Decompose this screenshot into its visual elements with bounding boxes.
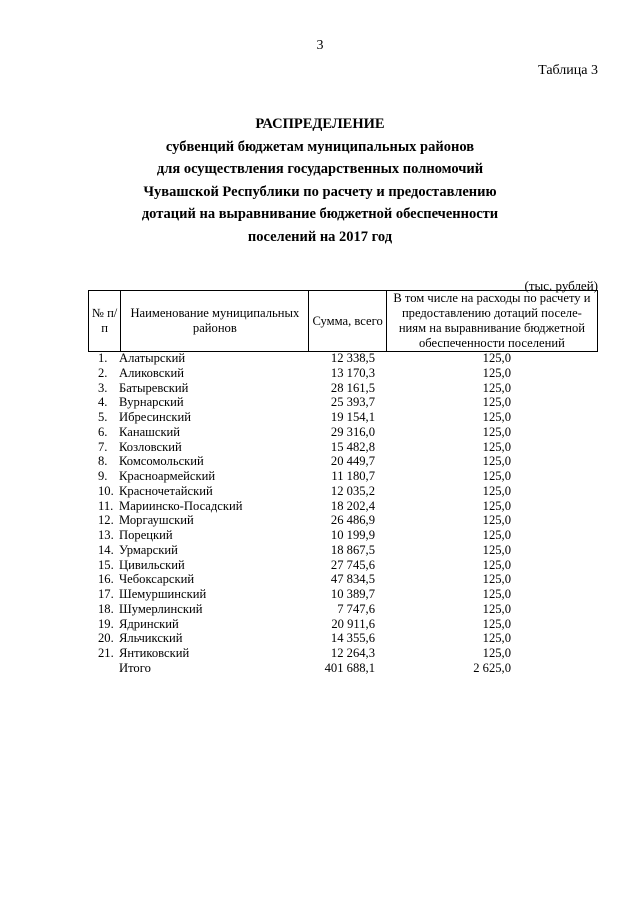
district-name: Аликовский [119, 365, 184, 380]
table-row [88, 410, 598, 425]
table-row [88, 366, 598, 381]
district-name: Вурнарский [119, 395, 184, 410]
header-sub: В том числе на расходы по расчету и предоставлению дотаций поселе-ниям на выравнивание бюджетной обеспеченности поселений [386, 291, 597, 352]
total-sum: 20 449,7 [330, 454, 375, 469]
district-name: Алатырский [119, 351, 186, 365]
total-sum: 12 035,2 [330, 483, 375, 498]
row-number: 5. [98, 410, 108, 424]
row-number: 21. [98, 646, 114, 660]
total-sum: 12 264,3 [330, 646, 375, 660]
subsidy-amount: 125,0 [482, 616, 511, 631]
subsidy-amount: 125,0 [482, 513, 511, 528]
table-row [88, 631, 598, 646]
subsidy-amount: 125,0 [482, 572, 511, 587]
subsidy-amount: 125,0 [482, 542, 511, 557]
title-line: для осуществления государственных полномочий [156, 161, 484, 177]
subsidy-amount: 125,0 [482, 454, 511, 469]
table-row [88, 558, 598, 573]
district-name: Чебоксарский [119, 572, 195, 587]
total-sum: 28 161,5 [330, 380, 375, 395]
total-sum: 401 688,1 [324, 660, 375, 675]
district-name: Комсомольский [119, 454, 204, 469]
subsidy-amount: 125,0 [482, 439, 511, 454]
subsidy-amount: 125,0 [482, 351, 511, 365]
table-row [88, 602, 598, 617]
total-row [88, 661, 598, 676]
district-name: Моргаушский [119, 513, 194, 528]
district-name: Шумерлинский [119, 601, 203, 616]
table-row [88, 484, 598, 499]
total-sum: 47 834,5 [330, 572, 375, 587]
table-row [88, 572, 598, 587]
row-number: 3. [98, 380, 108, 395]
total-sum: 7 747,6 [337, 601, 375, 616]
total-sum: 27 745,6 [330, 557, 375, 572]
title-line: субвенций бюджетам муниципальных районов [165, 138, 475, 155]
title-line: дотаций на выравнивание бюджетной обеспеченности [141, 206, 499, 222]
row-number: 11. [98, 498, 114, 513]
district-name: Ибресинский [119, 410, 191, 424]
total-sum: 10 389,7 [330, 587, 375, 601]
table-row [88, 454, 598, 469]
total-sum: 26 486,9 [330, 513, 375, 528]
subsidy-amount: 125,0 [482, 410, 511, 424]
total-sum: 13 170,3 [330, 365, 375, 380]
subsidy-amount: 125,0 [482, 601, 511, 616]
subsidy-amount: 2 625,0 [473, 660, 511, 675]
total-sum: 19 154,1 [330, 410, 375, 424]
row-number: 17. [98, 587, 114, 601]
table-row [88, 528, 598, 543]
total-sum: 11 180,7 [331, 469, 375, 483]
district-name: Порецкий [119, 528, 173, 542]
row-number: 13. [98, 528, 114, 542]
district-name: Яльчикский [119, 631, 183, 646]
table-row [88, 617, 598, 632]
subsidy-amount: 125,0 [482, 365, 511, 380]
title-line: поселений на 2017 год [247, 228, 393, 245]
table-header [88, 290, 598, 352]
row-number: 1. [98, 351, 108, 365]
table-row [88, 543, 598, 558]
subsidy-amount: 125,0 [482, 395, 511, 410]
district-name: Шемуршинский [119, 587, 207, 601]
subsidy-amount: 125,0 [482, 587, 511, 601]
row-number: 4. [98, 395, 108, 410]
header-name: Наименование муниципальных районов [121, 291, 309, 352]
table-row [88, 513, 598, 528]
row-number: 2. [98, 365, 108, 380]
district-name: Батыревский [119, 380, 189, 395]
row-number: 8. [98, 454, 108, 469]
total-sum: 18 202,4 [330, 498, 375, 513]
total-sum: 29 316,0 [330, 424, 375, 439]
table-row [88, 395, 598, 410]
table-row [88, 425, 598, 440]
table-row [88, 351, 598, 366]
table-row [88, 469, 598, 484]
district-name: Мариинско-Посадский [119, 498, 243, 513]
row-number: 15. [98, 557, 114, 572]
district-name: Ядринский [119, 616, 179, 631]
subsidy-amount: 125,0 [482, 631, 511, 646]
district-name: Урмарский [119, 542, 178, 557]
subsidy-amount: 125,0 [482, 557, 511, 572]
row-number: 7. [98, 439, 108, 454]
district-name: Красночетайский [119, 483, 213, 498]
subsidy-amount: 125,0 [482, 498, 511, 513]
table-row [88, 587, 598, 602]
table-label: Таблица 3 [538, 63, 598, 78]
subsidy-amount: 125,0 [482, 380, 511, 395]
page-number: 3 [316, 38, 324, 53]
header-sum: Сумма, всего [309, 291, 386, 352]
header-num: № п/п [89, 291, 121, 352]
subsidy-amount: 125,0 [482, 483, 511, 498]
total-sum: 25 393,7 [330, 395, 375, 410]
total-sum: 14 355,6 [330, 631, 375, 646]
row-number: 6. [98, 424, 108, 439]
document-title [0, 113, 640, 248]
district-name: Канашский [119, 424, 181, 439]
table-row [88, 499, 598, 514]
total-sum: 20 911,6 [331, 616, 375, 631]
district-name: Итого [119, 660, 151, 675]
district-name: Козловский [119, 439, 182, 454]
row-number: 20. [98, 631, 114, 646]
row-number: 12. [98, 513, 114, 528]
row-number: 16. [98, 572, 114, 587]
table-body [88, 351, 598, 676]
row-number: 9. [98, 469, 108, 483]
total-sum: 18 867,5 [330, 542, 375, 557]
row-number: 18. [98, 601, 114, 616]
subsidy-amount: 125,0 [482, 469, 511, 483]
district-name: Янтиковский [119, 646, 190, 660]
district-name: Красноармейский [119, 469, 216, 483]
units-label: (тыс. рублей) [524, 278, 598, 293]
total-sum: 12 338,5 [330, 351, 375, 365]
subsidy-amount: 125,0 [482, 528, 511, 542]
title-line: РАСПРЕДЕЛЕНИЕ [255, 116, 385, 132]
row-number: 19. [98, 616, 114, 631]
title-line: Чувашской Республики по расчету и предоставлению [143, 183, 497, 200]
district-name: Цивильский [119, 557, 185, 572]
table-row [88, 646, 598, 661]
subsidy-amount: 125,0 [482, 424, 511, 439]
row-number: 10. [98, 483, 114, 498]
subsidy-amount: 125,0 [482, 646, 511, 660]
total-sum: 10 199,9 [330, 528, 375, 542]
table-row [88, 381, 598, 396]
row-number: 14. [98, 542, 114, 557]
total-sum: 15 482,8 [330, 439, 375, 454]
table-row [88, 440, 598, 455]
